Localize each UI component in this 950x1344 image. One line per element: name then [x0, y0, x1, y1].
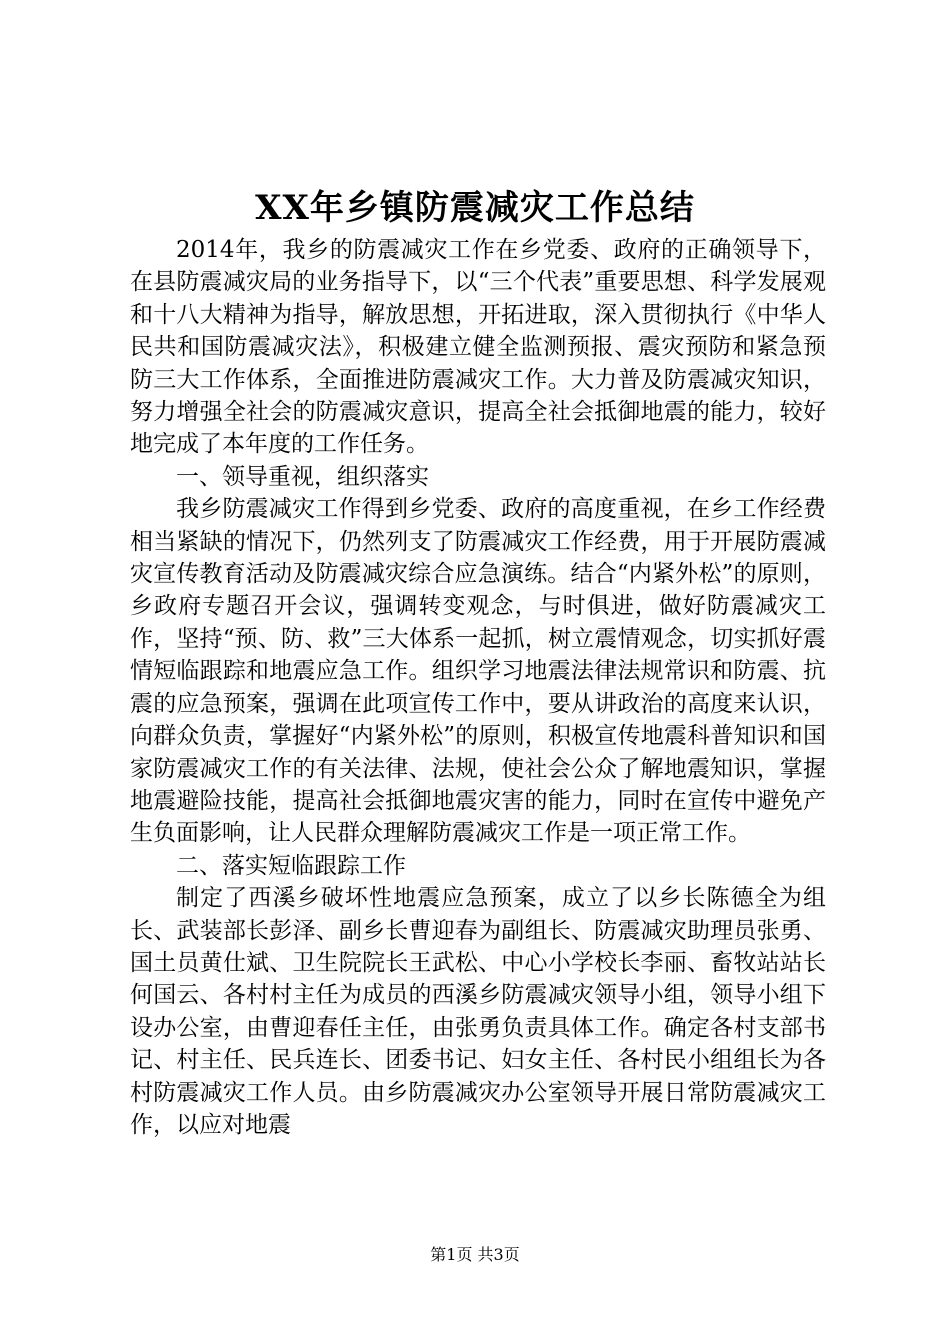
section-heading-2: 二、落实短临跟踪工作 — [176, 852, 406, 879]
intro-paragraph: 2014年，我乡的防震减灾工作在乡党委、政府的正确领导下，在县防震减灾局的业务指导下，以“三个代表”重要思想、科学发展观和十八大精神为指导，解放思想，开拓进取，深入贯彻执行《中华人民共和国防震减灾法》，积极建立健全监测预报、震灾预防和紧急预防三大工作体系，全面推进防震减灾工作。大力普及防震减灾知识，努力增强全社会的防震减灾意识，提高全社会抵御地震的能力，较好地完成了本年度的工作任务。 — [130, 237, 826, 458]
section-2-paragraph: 制定了西溪乡破坏性地震应急预案，成立了以乡长陈德全为组长、武装部长彭泽、副乡长曹迎春为副组长、防震减灾助理员张勇、国土员黄仕斌、卫生院院长王武松、中心小学校长李丽、畜牧站站长何国云、各村村主任为成员的西溪乡防震减灾领导小组，领导小组下设办公室，由曹迎春任主任，由张勇负责具体工作。确定各村支部书记、村主任、民兵连长、团委书记、妇女主任、各村民小组组长为各村防震减灾工作人员。由乡防震减灾办公室领导开展日常防震减灾工作，以应对地震 — [130, 885, 826, 1138]
page-footer: 第1页 共3页 — [430, 1245, 520, 1264]
document-body — [130, 234, 826, 1141]
document-title: XX年乡镇防震减灾工作总结 — [255, 188, 695, 228]
section-heading-1: 一、领导重视，组织落实 — [176, 463, 429, 490]
section-1-paragraph: 我乡防震减灾工作得到乡党委、政府的高度重视，在乡工作经费相当紧缺的情况下，仍然列支了防震减灾工作经费，用于开展防震减灾宣传教育活动及防震减灾综合应急演练。结合“内紧外松”的原则，乡政府专题召开会议，强调转变观念，与时俱进，做好防震减灾工作，坚持“预、防、救”三大体系一起抓，树立震情观念，切实抓好震情短临跟踪和地震应急工作。组织学习地震法律法规常识和防震、抗震的应急预案，强调在此项宣传工作中，要从讲政治的高度来认识，向群众负责，掌握好“内紧外松”的原则，积极宣传地震科普知识和国家防震减灾工作的有关法律、法规，使社会公众了解地震知识，掌握地震避险技能，提高社会抵御地震灾害的能力，同时在宣传中避免产生负面影响，让人民群众理解防震减灾工作是一项正常工作。 — [130, 496, 826, 847]
